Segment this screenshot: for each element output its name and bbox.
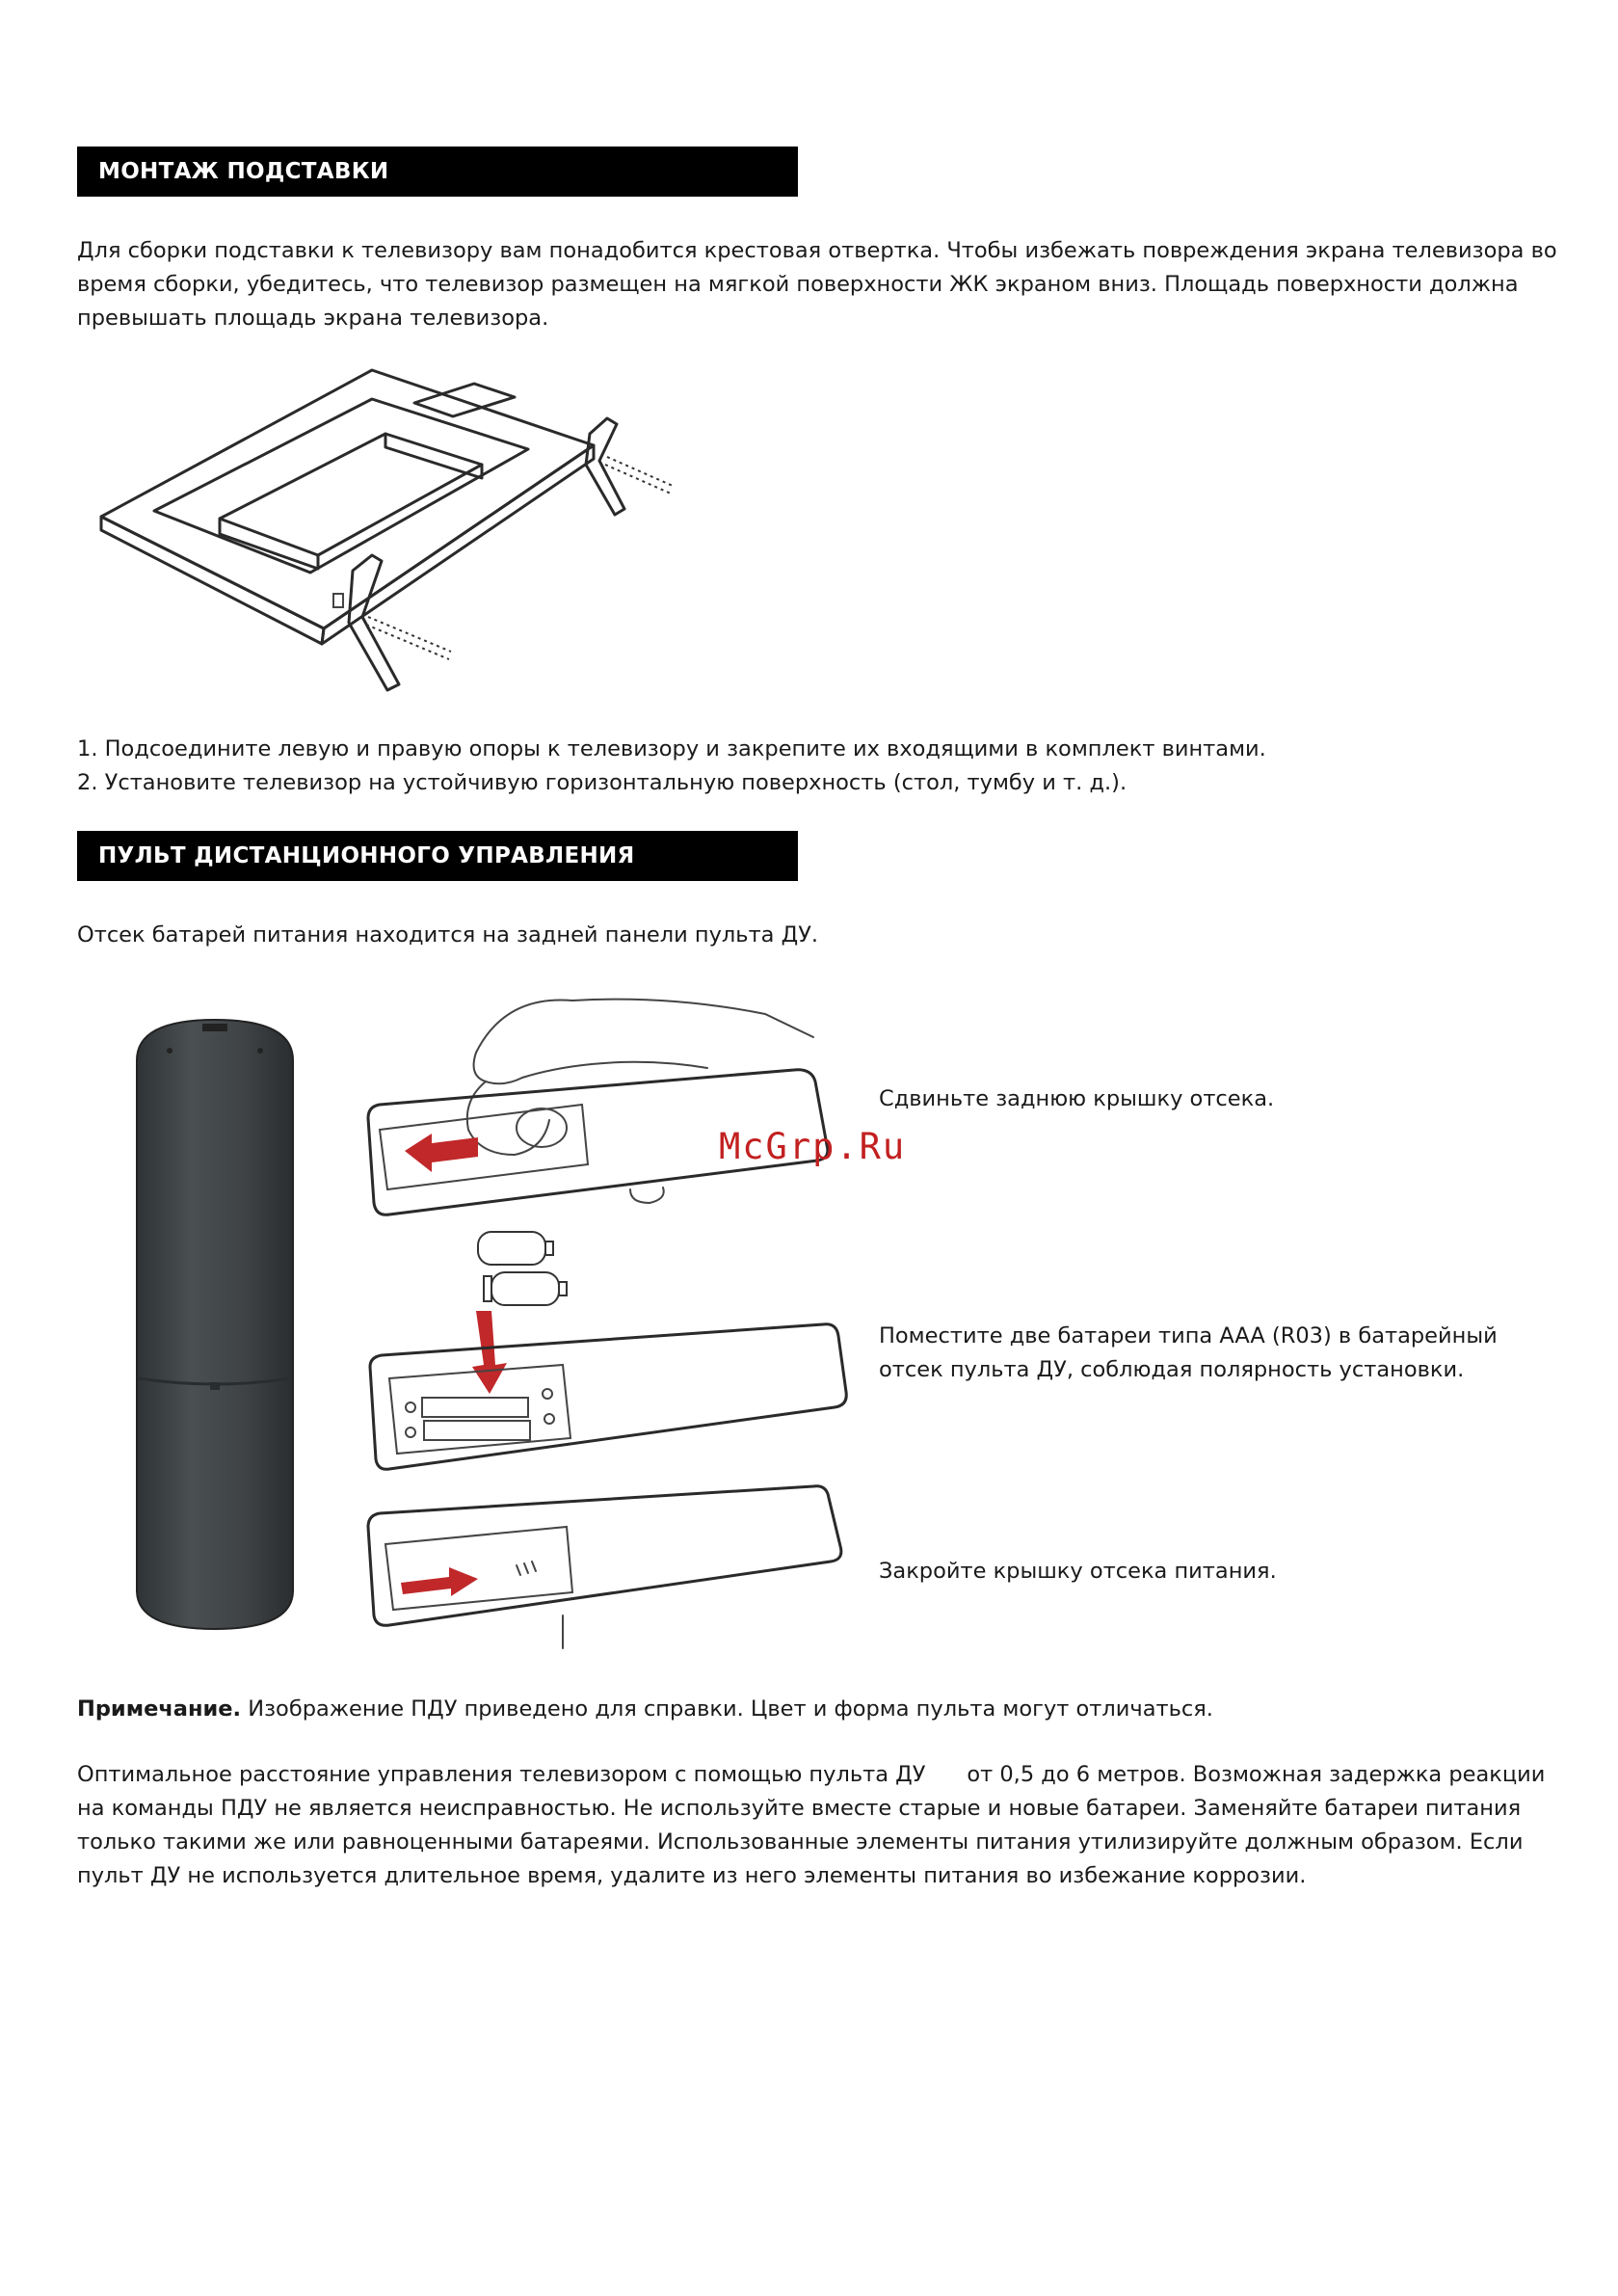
section-header-remote-control: ПУЛЬТ ДИСТАНЦИОННОГО УПРАВЛЕНИЯ xyxy=(77,831,798,881)
section-header-stand-assembly: МОНТАЖ ПОДСТАВКИ xyxy=(77,147,798,197)
watermark: McGrp.Ru xyxy=(719,1126,907,1167)
caption-slide-cover: Сдвиньте заднюю крышку отсека. xyxy=(879,1086,1275,1111)
stand-step-2: 2. Установите телевизор на устойчивую горизонтальную поверхность (стол, тумбу и т. д.). xyxy=(77,770,1127,795)
note-label: Примечание. xyxy=(77,1696,242,1722)
caption-insert-batteries: Поместите две батареи типа AAA (R03) в батарейный отсек пульта ДУ, соблюдая полярность установки. xyxy=(879,1323,1498,1382)
stand-step-1: 1. Подсоедините левую и правую опоры к телевизору и закрепите их входящими в комплект винтами. xyxy=(77,736,1266,761)
battery-insert-illustration xyxy=(360,1222,852,1482)
remote-intro-text: Отсек батарей питания находится на задней панели пульта ДУ. xyxy=(77,922,819,948)
remote-control-illustration xyxy=(129,1012,301,1637)
battery-cover-close-illustration xyxy=(360,1482,852,1656)
caption-close-cover: Закройте крышку отсека питания. xyxy=(879,1559,1277,1584)
note-text xyxy=(77,1693,1561,1726)
remote-range-paragraph: Оптимальное расстояние управления телевизором с помощью пульта ДУ от 0,5 до 6 метров. Возможная задержка реакции на команды ПДУ не является неисправностью. Не используйте вместе старые и новые батареи. Заменяйте батареи питания только такими же или равноценными батареями. Использованные элементы питания утилизируйте должным образом. Если пульт ДУ не используется длительное время, удалите из него элементы питания во избежание коррозии. xyxy=(77,1762,1552,1888)
stand-intro-text: Для сборки подставки к телевизору вам понадобится крестовая отвертка. Чтобы избежать повреждения экрана телевизора во время сборки, убедитесь, что телевизор размещен на мягкой поверхности ЖК экраном вниз. Площадь поверхности должна превышать площадь экрана телевизора. xyxy=(77,238,1557,331)
battery-cover-slide-illustration xyxy=(360,975,842,1232)
note-body: Изображение ПДУ приведено для справки. Цвет и форма пульта могут отличаться. xyxy=(241,1696,1213,1722)
tv-stand-illustration xyxy=(96,364,684,707)
